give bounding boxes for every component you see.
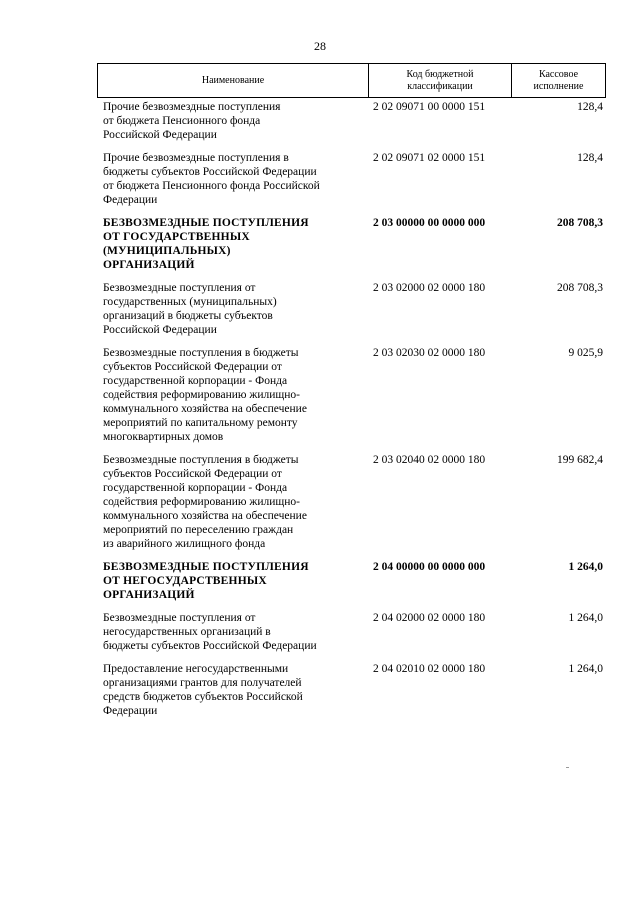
row-amount: 1 264,0 bbox=[568, 612, 603, 624]
row-name-line: организациями грантов для получателей bbox=[103, 677, 302, 689]
row-name-line: Безвозмездные поступления в бюджеты bbox=[103, 347, 299, 359]
row-name-line: многоквартирных домов bbox=[103, 431, 224, 443]
header-code-line1: Код бюджетной bbox=[406, 68, 474, 80]
table-section-row bbox=[103, 216, 603, 272]
table-row bbox=[103, 346, 603, 444]
row-name-line: ОТ НЕГОСУДАРСТВЕННЫХ bbox=[103, 575, 267, 587]
row-name-line: государственной корпорации - Фонда bbox=[103, 375, 288, 387]
row-name bbox=[103, 662, 358, 718]
table-header bbox=[97, 63, 606, 98]
row-name-line: от бюджета Пенсионного фонда bbox=[103, 115, 261, 127]
row-code: 2 03 02040 02 0000 180 bbox=[373, 454, 486, 466]
header-amount-line2: исполнение bbox=[533, 80, 584, 92]
row-name-line: Прочие безвозмездные поступления bbox=[103, 101, 281, 113]
row-name-line: Безвозмездные поступления от bbox=[103, 282, 256, 294]
table-row bbox=[103, 151, 603, 207]
row-name-line: государственных (муниципальных) bbox=[103, 296, 277, 308]
row-name-line: ОРГАНИЗАЦИЙ bbox=[103, 259, 195, 271]
row-name-line: Безвозмездные поступления в бюджеты bbox=[103, 454, 299, 466]
row-name bbox=[103, 346, 358, 444]
row-name-line: Прочие безвозмездные поступления в bbox=[103, 152, 289, 164]
row-amount: 208 708,3 bbox=[557, 282, 603, 294]
row-code: 2 03 02000 02 0000 180 bbox=[373, 282, 486, 294]
row-name-line: государственной корпорации - Фонда bbox=[103, 482, 288, 494]
row-name bbox=[103, 151, 358, 207]
row-name bbox=[103, 100, 358, 142]
row-name-line: мероприятий по переселению граждан bbox=[103, 524, 294, 536]
row-name-line: негосударственных организаций в bbox=[103, 626, 271, 638]
table-row bbox=[103, 100, 603, 142]
row-name-line: ОРГАНИЗАЦИЙ bbox=[103, 589, 195, 601]
row-name-line: субъектов Российской Федерации от bbox=[103, 361, 282, 373]
row-name bbox=[103, 453, 358, 551]
row-name-line: организаций в бюджеты субъектов bbox=[103, 310, 273, 322]
row-name-line: от бюджета Пенсионного фонда Российской bbox=[103, 180, 320, 192]
row-name bbox=[103, 216, 358, 272]
page-number: 28 bbox=[314, 39, 326, 53]
row-amount: 128,4 bbox=[577, 152, 603, 164]
row-name-line: БЕЗВОЗМЕЗДНЫЕ ПОСТУПЛЕНИЯ bbox=[103, 561, 309, 573]
row-code: 2 04 00000 00 0000 000 bbox=[373, 561, 486, 573]
row-amount: 1 264,0 bbox=[568, 663, 603, 675]
header-code-line2: классификации bbox=[407, 80, 473, 92]
row-code: 2 02 09071 00 0000 151 bbox=[373, 101, 486, 113]
table-body bbox=[103, 100, 603, 727]
header-amount bbox=[512, 64, 605, 97]
row-name-line: бюджеты субъектов Российской Федерации bbox=[103, 640, 317, 652]
header-code bbox=[369, 64, 512, 97]
row-name bbox=[103, 281, 358, 337]
scan-mark bbox=[566, 767, 569, 768]
row-name-line: Безвозмездные поступления от bbox=[103, 612, 256, 624]
header-name-label: Наименование bbox=[201, 74, 265, 86]
table-row bbox=[103, 281, 603, 337]
row-name-line: Российской Федерации bbox=[103, 129, 217, 141]
row-code: 2 03 02030 02 0000 180 bbox=[373, 347, 486, 359]
row-name-line: бюджеты субъектов Российской Федерации bbox=[103, 166, 317, 178]
row-amount: 9 025,9 bbox=[568, 347, 603, 359]
row-name-line: мероприятий по капитальному ремонту bbox=[103, 417, 298, 429]
row-name-line: (МУНИЦИПАЛЬНЫХ) bbox=[103, 245, 231, 257]
row-amount: 208 708,3 bbox=[557, 217, 603, 229]
row-amount: 128,4 bbox=[577, 101, 603, 113]
table-row bbox=[103, 611, 603, 653]
row-amount: 199 682,4 bbox=[557, 454, 603, 466]
row-name-line: Федерации bbox=[103, 705, 158, 717]
row-name-line: коммунального хозяйства на обеспечение bbox=[103, 403, 307, 415]
table-row bbox=[103, 453, 603, 551]
row-name-line: Предоставление негосударственными bbox=[103, 663, 289, 675]
row-name bbox=[103, 611, 358, 653]
row-name-line: из аварийного жилищного фонда bbox=[103, 538, 266, 550]
row-name-line: БЕЗВОЗМЕЗДНЫЕ ПОСТУПЛЕНИЯ bbox=[103, 217, 309, 229]
row-name-line: коммунального хозяйства на обеспечение bbox=[103, 510, 307, 522]
row-name-line: средств бюджетов субъектов Российской bbox=[103, 691, 303, 703]
row-amount: 1 264,0 bbox=[568, 561, 603, 573]
row-name-line: содействия реформированию жилищно- bbox=[103, 389, 300, 401]
row-name-line: Российской Федерации bbox=[103, 324, 217, 336]
header-amount-line1: Кассовое bbox=[538, 68, 579, 80]
table-section-row bbox=[103, 560, 603, 602]
row-name bbox=[103, 560, 358, 602]
table-row bbox=[103, 662, 603, 718]
row-code: 2 04 02000 02 0000 180 bbox=[373, 612, 486, 624]
row-name-line: ОТ ГОСУДАРСТВЕННЫХ bbox=[103, 231, 250, 243]
row-code: 2 02 09071 02 0000 151 bbox=[373, 152, 486, 164]
header-name bbox=[98, 64, 369, 97]
row-name-line: субъектов Российской Федерации от bbox=[103, 468, 282, 480]
row-name-line: содействия реформированию жилищно- bbox=[103, 496, 300, 508]
row-code: 2 04 02010 02 0000 180 bbox=[373, 663, 486, 675]
row-name-line: Федерации bbox=[103, 194, 158, 206]
row-code: 2 03 00000 00 0000 000 bbox=[373, 217, 486, 229]
